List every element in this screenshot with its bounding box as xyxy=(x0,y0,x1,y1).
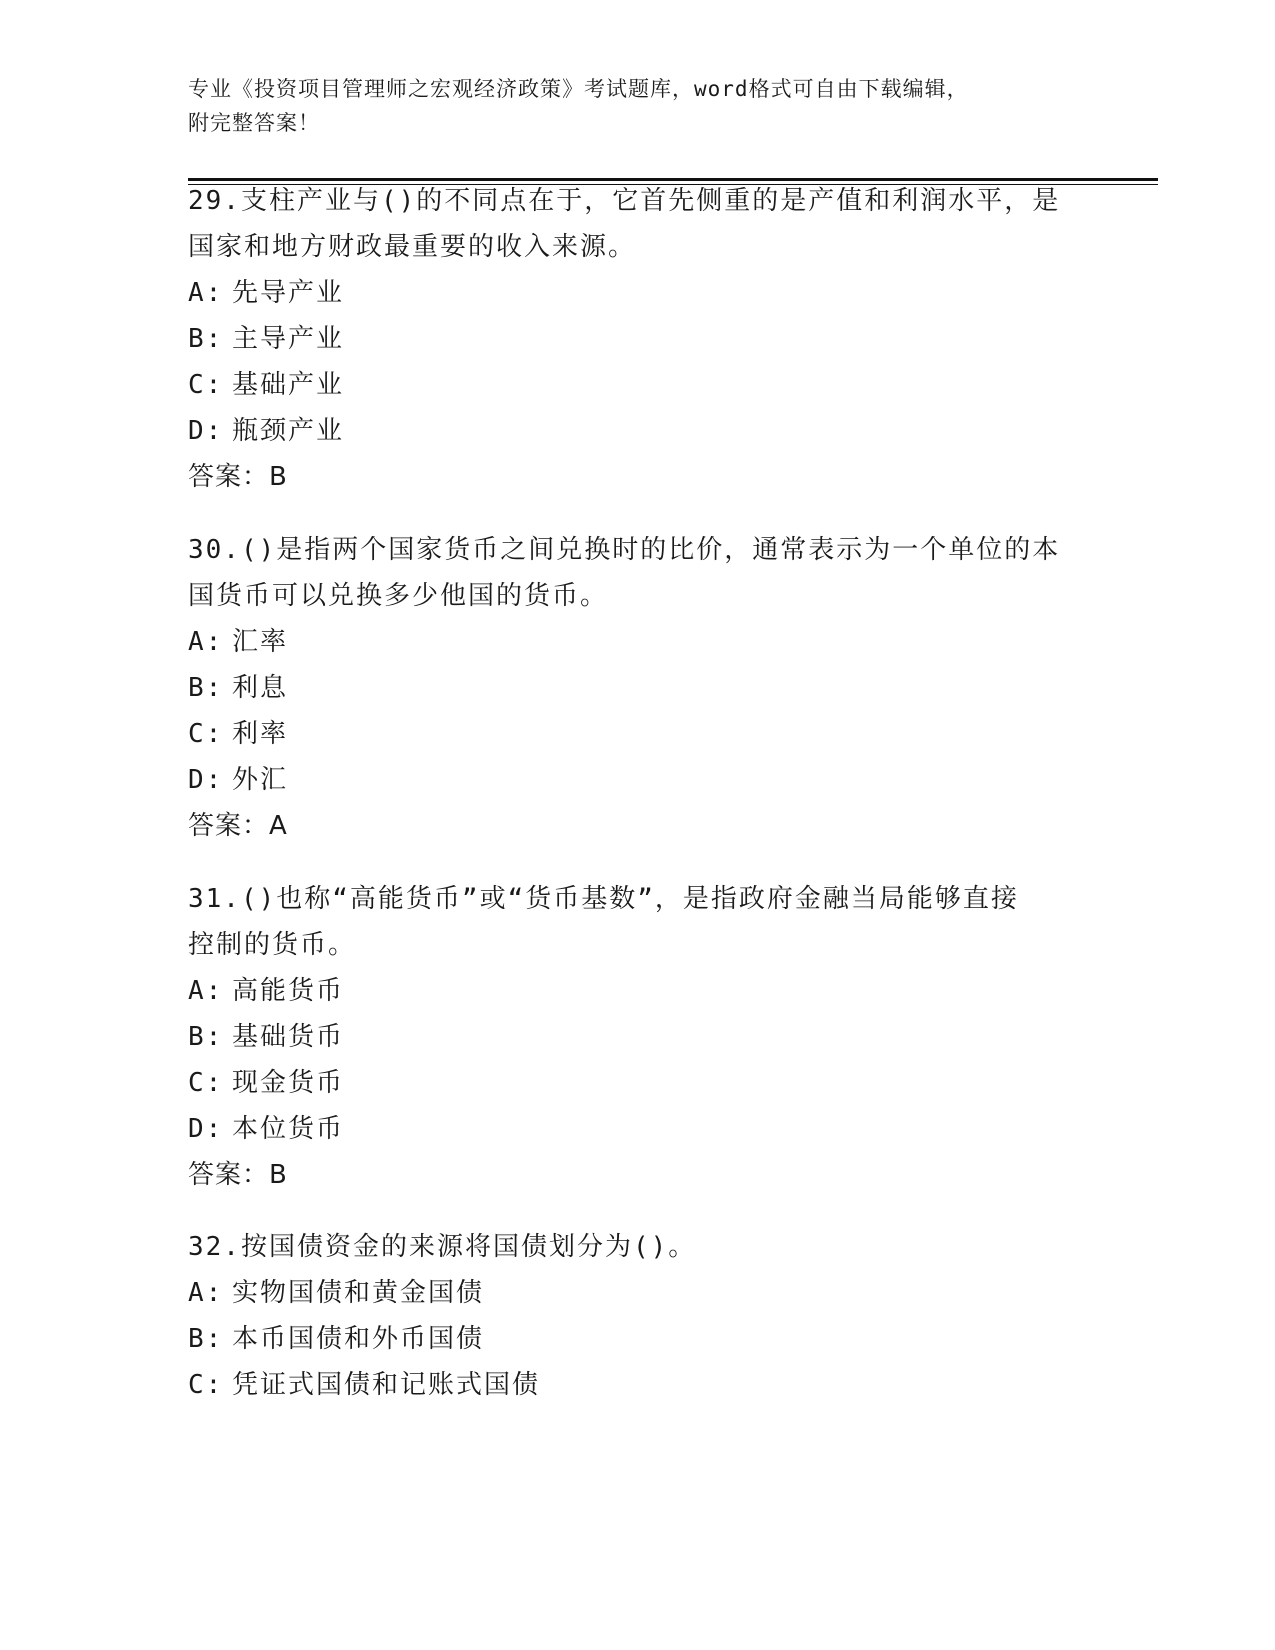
option-label: A: xyxy=(188,278,224,308)
question-stem-line-1: 32.按国债资金的来源将国债划分为()。 xyxy=(188,1232,697,1262)
document-header xyxy=(188,72,1068,140)
option-label: B: xyxy=(188,1022,224,1052)
question-stem-line-1: 29.支柱产业与()的不同点在于，它首先侧重的是产值和利润水平，是 xyxy=(188,186,1061,216)
option-c xyxy=(188,711,1088,757)
option-label: B: xyxy=(188,1324,224,1354)
option-text: 基础产业 xyxy=(232,370,345,400)
question-stem-line-1: 30.()是指两个国家货币之间兑换时的比价，通常表示为一个单位的本 xyxy=(188,535,1061,565)
option-text: 高能货币 xyxy=(232,976,345,1006)
option-label: A: xyxy=(188,627,224,657)
option-label: B: xyxy=(188,324,224,354)
option-text: 瓶颈产业 xyxy=(232,416,345,446)
question-stem xyxy=(188,876,1088,968)
option-text: 外汇 xyxy=(232,765,289,795)
option-b xyxy=(188,1014,1088,1060)
option-text: 利率 xyxy=(232,719,289,749)
option-label: A: xyxy=(188,976,224,1006)
option-d xyxy=(188,1106,1088,1152)
option-text: 主导产业 xyxy=(232,324,345,354)
option-text: 凭证式国债和记账式国债 xyxy=(232,1370,541,1400)
question-stem-line-2: 控制的货币。 xyxy=(188,930,357,960)
question-stem-line-2: 国货币可以兑换多少他国的货币。 xyxy=(188,581,609,611)
option-label: C: xyxy=(188,1068,224,1098)
answer: 答案：B xyxy=(188,462,288,492)
option-a xyxy=(188,1270,1088,1316)
option-c xyxy=(188,1060,1088,1106)
option-label: A: xyxy=(188,1278,224,1308)
question-stem-line-1: 31.()也称“高能货币”或“货币基数”，是指政府金融当局能够直接 xyxy=(188,884,1019,914)
option-c xyxy=(188,1362,1088,1408)
option-d xyxy=(188,757,1088,803)
option-label: C: xyxy=(188,719,224,749)
option-a xyxy=(188,968,1088,1014)
option-text: 现金货币 xyxy=(232,1068,345,1098)
question-32 xyxy=(188,1224,1088,1408)
option-label: D: xyxy=(188,765,224,795)
option-b xyxy=(188,665,1088,711)
answer: 答案：A xyxy=(188,811,288,841)
option-c xyxy=(188,362,1088,408)
option-label: C: xyxy=(188,1370,224,1400)
option-b xyxy=(188,316,1088,362)
option-text: 基础货币 xyxy=(232,1022,345,1052)
question-29 xyxy=(188,178,1088,500)
option-text: 汇率 xyxy=(232,627,289,657)
option-d xyxy=(188,408,1088,454)
question-stem xyxy=(188,527,1088,619)
option-text: 实物国债和黄金国债 xyxy=(232,1278,485,1308)
option-a xyxy=(188,619,1088,665)
option-b xyxy=(188,1316,1088,1362)
question-30 xyxy=(188,527,1088,849)
option-label: D: xyxy=(188,1114,224,1144)
option-label: C: xyxy=(188,370,224,400)
option-label: D: xyxy=(188,416,224,446)
option-text: 本币国债和外币国债 xyxy=(232,1324,485,1354)
question-stem xyxy=(188,178,1088,270)
option-text: 本位货币 xyxy=(232,1114,345,1144)
question-31 xyxy=(188,876,1088,1198)
option-text: 先导产业 xyxy=(232,278,345,308)
header-line-1: 专业《投资项目管理师之宏观经济政策》考试题库，word格式可自由下载编辑， xyxy=(188,77,969,101)
option-a xyxy=(188,270,1088,316)
option-label: B: xyxy=(188,673,224,703)
header-line-2: 附完整答案！ xyxy=(188,111,320,135)
answer: 答案：B xyxy=(188,1160,288,1190)
option-text: 利息 xyxy=(232,673,289,703)
question-stem-line-2: 国家和地方财政最重要的收入来源。 xyxy=(188,232,637,262)
question-stem xyxy=(188,1224,1088,1270)
